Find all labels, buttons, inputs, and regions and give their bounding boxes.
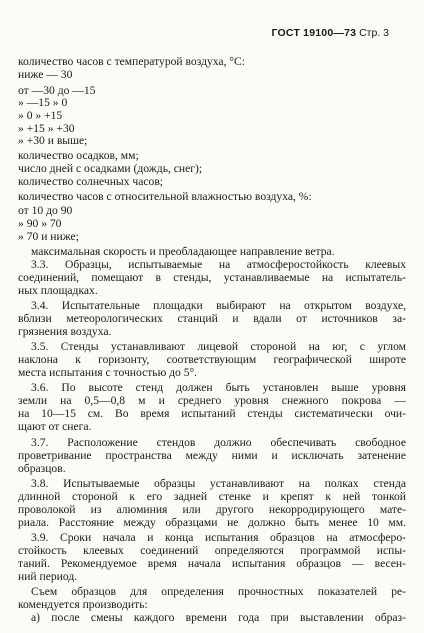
text-line: ний период. (18, 570, 78, 583)
text-line: образцов. (18, 462, 66, 475)
text-line: количество осадков, мм; (18, 149, 139, 162)
text-line: стойкость клеевых соединений определяются программой испы- (18, 544, 406, 557)
text-line: 3.6. По высоте стенд должен быть установлен выше уровня (31, 381, 406, 394)
text-line: количество часов с температурой воздуха, °С: (18, 55, 245, 68)
text-line: таний. Рекомендуемое время начала испытания образцов — весен- (18, 557, 406, 570)
text-line: максимальная скорость и преобладающее направление ветра. (31, 245, 335, 258)
text-line: риала. Расстояние между образцами не должно быть менее 10 мм. (18, 516, 406, 529)
text-line: земли на 0,5—0,8 м и среднего уровня снежного покрова — (18, 394, 406, 407)
text-line: ниже — 30 (18, 68, 73, 81)
text-line: » 70 и ниже; (18, 230, 79, 243)
text-line: наклона к горизонту, соответствующим географической широте (18, 353, 406, 366)
text-line: а) после смены каждого времени года при выставлении образ- (31, 611, 406, 624)
text-line: щают от снега. (18, 420, 92, 433)
text-line: » —15 » 0 (18, 96, 68, 109)
text-line: от —30 до —15 (18, 84, 96, 97)
text-line: 3.9. Сроки начала и конца испытания образцов на атмосферо- (31, 531, 406, 544)
text-line: 3.7. Расположение стендов должно обеспечивать свободное (31, 436, 406, 449)
text-line: Съем образцов для определения прочностных показателей ре- (31, 585, 406, 598)
text-line: длинной стороной к его задней стенке и крепят к ней тонкой (18, 490, 406, 503)
text-line: » +15 » +30 (18, 122, 75, 135)
text-line: комендуется производить: (18, 598, 148, 611)
text-line: 3.4. Испытательные площадки выбирают на открытом воздухе, (31, 299, 406, 312)
standard-number: ГОСТ 19100—73 (271, 27, 357, 39)
text-line: количество солнечных часов; (18, 175, 164, 188)
text-line: 3.3. Образцы, испытываемые на атмосферостойкость клеевых (31, 258, 406, 271)
text-line: от 10 до 90 (18, 204, 73, 217)
text-line: проволокой из алюминия или другого некорродирующего мате- (18, 503, 406, 516)
text-line: на 10—15 см. Во время испытаний стенды систематически очи- (18, 407, 406, 420)
text-line: число дней с осадками (дождь, снег); (18, 162, 203, 175)
text-line: » +30 и выше; (18, 134, 88, 147)
text-line: места испытания с точностью до 5°. (18, 366, 198, 379)
page-number: Стр. 3 (359, 27, 389, 39)
text-line: 3.5. Стенды устанавливают лицевой стороной на юг, с углом (31, 340, 406, 353)
text-line: ных площадках. (18, 284, 98, 297)
text-line: грязнения воздуха. (18, 325, 112, 338)
text-line: 3.8. Испытываемые образцы устанавливают на полках стенда (31, 477, 406, 490)
text-line: вблизи метеорологических станций и вдали от источников за- (18, 312, 406, 325)
text-line: » 0 » +15 (18, 109, 63, 122)
page-header (272, 27, 389, 39)
text-line: » 90 » 70 (18, 217, 62, 230)
text-line: количество часов с относительной влажностью воздуха, %: (18, 190, 312, 203)
text-line: соединений, помещают в стенды, устанавливаемые на испытатель- (18, 271, 406, 284)
text-line: проветривание пространства между ними и исключать затенение (18, 449, 406, 462)
